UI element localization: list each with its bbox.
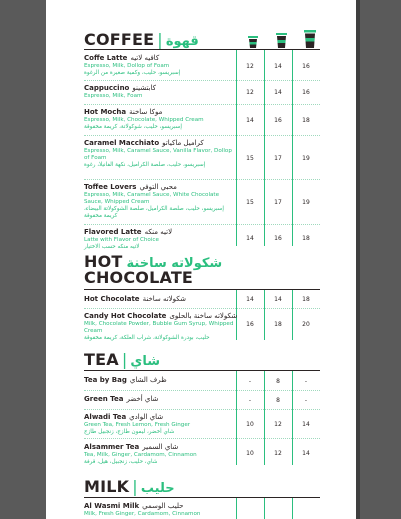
price-small: 12 — [246, 89, 254, 96]
column-line — [292, 498, 293, 519]
price-small: 10 — [246, 450, 254, 457]
price-medium: 16 — [274, 117, 282, 124]
cup-small-icon — [248, 36, 258, 48]
row-separator — [84, 135, 320, 136]
item-name: Green Tea — [84, 395, 124, 403]
item-desc: Latte with Flavor of Choice — [84, 237, 159, 243]
item-name: Alsammer Tea — [84, 443, 140, 451]
milk-section-title — [84, 479, 175, 495]
item-name: Candy Hot Chocolate — [84, 312, 167, 320]
item-name: Al Wasmi Milk — [84, 502, 140, 510]
price-small: 15 — [246, 199, 254, 206]
price-large: 16 — [302, 63, 310, 70]
item-desc-ar: شاي، حليب، زنجبيل، هيل، قرفة — [84, 459, 158, 465]
item-desc: Green Tea, Fresh Lemon, Fresh Ginger — [84, 422, 191, 428]
item-name-ar: لاتيه منكه — [144, 228, 173, 236]
item-name: Cappuccino — [84, 84, 130, 92]
price-large: 20 — [302, 321, 310, 328]
item-name: Coffe Latte — [84, 54, 128, 62]
milk-title-ar: حليب — [140, 481, 175, 496]
menu-item — [84, 108, 234, 131]
item-name: Flavored Latte — [84, 228, 142, 236]
row-separator — [84, 390, 320, 391]
item-desc-ar: حليب، بودرة الشوكولاتة، شراب العلكة، كريمة مخفوقة — [84, 335, 210, 341]
menu-item — [84, 139, 234, 169]
item-name-ar: محبي التوفي — [139, 183, 177, 191]
price-large: 14 — [302, 421, 310, 428]
price-medium: 8 — [276, 378, 280, 385]
menu-item — [84, 295, 234, 304]
item-name: Alwadi Tea — [84, 413, 127, 421]
item-name: Caramel Macchiato — [84, 139, 160, 147]
price-medium: 14 — [274, 63, 282, 70]
menu-item — [84, 228, 234, 251]
price-medium: 12 — [274, 450, 282, 457]
price-small: - — [248, 397, 252, 404]
hot-chocolate-header-rule — [84, 289, 320, 290]
price-large: - — [304, 397, 308, 404]
price-medium: 16 — [274, 235, 282, 242]
price-medium: 14 — [274, 89, 282, 96]
row-separator — [84, 179, 320, 180]
item-name-ar: شاي الوادي — [129, 413, 164, 421]
price-medium: 8 — [276, 397, 280, 404]
coffee-section-title — [84, 32, 199, 48]
column-line — [236, 498, 237, 519]
menu-item — [84, 54, 234, 77]
item-desc-ar: إسبريسو، حليب، صلصة الكراميل، صلصة الشوكولاتة البيضاء، كريمة مخفوقة — [84, 206, 224, 219]
cup-medium-icon — [276, 33, 287, 48]
item-name-ar: شكولاته ساخنة — [142, 295, 187, 303]
price-small: - — [248, 378, 252, 385]
price-medium: 14 — [274, 296, 282, 303]
item-desc: Espresso, Milk, Dollop of Foam — [84, 63, 170, 69]
menu-item — [84, 502, 234, 518]
item-desc-ar: إسبريسو، حليب، شوكولاتة، كريمة مخفوقة — [84, 124, 182, 130]
item-name-ar: ظرف الشاي — [129, 376, 167, 384]
item-desc-ar: إسبريسو، حليب، صلصة الكراميل، نكهة الفانيلا، رغوة — [84, 162, 206, 168]
item-desc-ar: لاتيه منكه حسب الاختيار — [84, 244, 140, 250]
price-large: 18 — [302, 235, 310, 242]
column-line — [264, 498, 265, 519]
page-edge-shadow — [356, 0, 360, 519]
item-name: Toffee Lovers — [84, 183, 137, 191]
item-desc-ar: شاي أخضر، ليمون طازج، زنجبيل طازج — [84, 429, 175, 435]
tea-section-title — [84, 352, 160, 368]
menu-item — [84, 84, 234, 100]
menu-page — [46, 0, 356, 519]
hot-chocolate-title-line2: CHOCOLATE — [84, 268, 194, 287]
price-medium: 17 — [274, 199, 282, 206]
price-large: 18 — [302, 117, 310, 124]
menu-item — [84, 312, 238, 342]
row-separator — [84, 438, 320, 439]
row-separator — [84, 80, 320, 81]
row-separator — [84, 308, 320, 309]
price-medium: 12 — [274, 421, 282, 428]
item-name-ar: موكا ساخنة — [129, 108, 163, 116]
price-small: 15 — [246, 155, 254, 162]
price-large: - — [304, 378, 308, 385]
price-small: 14 — [246, 117, 254, 124]
item-desc: Espresso, Milk, Chocolate, Whipped Cream — [84, 117, 204, 123]
milk-header-rule — [84, 497, 320, 498]
milk-title-en: MILK — [84, 477, 130, 496]
price-small: 10 — [246, 421, 254, 428]
item-name-ar: كافيه لاتيه — [130, 54, 160, 62]
item-desc: Tea, Milk, Ginger, Cardamom, Cinnamon — [84, 452, 197, 458]
item-desc-ar: إسبريسو، حليب، وكمية صغيرة من الرغوة — [84, 70, 181, 76]
item-desc: Espresso, Milk, Caramel Sauce, White Chocolate Sauce, Whipped Cream — [84, 192, 220, 205]
coffee-header-rule — [84, 49, 320, 50]
hot-chocolate-title-line1: HOT — [84, 252, 123, 271]
price-small: 14 — [246, 296, 254, 303]
menu-item — [84, 376, 234, 385]
price-large: 14 — [302, 450, 310, 457]
item-name: Hot Mocha — [84, 108, 127, 116]
title-divider: | — [132, 477, 138, 496]
hot-chocolate-title-line2-wrap — [84, 270, 193, 286]
item-name-ar: كراميل ماكياتو — [162, 139, 204, 147]
item-name-ar: حليب الوسمي — [142, 502, 184, 510]
row-separator — [84, 409, 320, 410]
price-large: 19 — [302, 155, 310, 162]
price-medium: 17 — [274, 155, 282, 162]
coffee-title-ar: قهوة — [165, 34, 199, 49]
row-separator — [84, 104, 320, 105]
item-desc: Milk, Fresh Ginger, Cardamom, Cinnamon — [84, 511, 201, 517]
price-medium: 18 — [274, 321, 282, 328]
tea-title-ar: شاي — [130, 354, 161, 369]
item-name: Hot Chocolate — [84, 295, 140, 303]
price-large: 19 — [302, 199, 310, 206]
item-desc: Espresso, Milk, Foam — [84, 93, 143, 99]
price-small: 12 — [246, 63, 254, 70]
menu-item — [84, 443, 234, 466]
hot-chocolate-title-ar: شكولاته ساخنة — [126, 256, 223, 271]
item-name-ar: شكولاته ساخنة بالحلوى — [169, 312, 238, 320]
coffee-title-en: COFFEE — [84, 30, 155, 49]
tea-header-rule — [84, 370, 320, 371]
item-name-ar: شاي أخضر — [126, 395, 159, 403]
menu-item — [84, 395, 234, 404]
price-large: 16 — [302, 89, 310, 96]
menu-item — [84, 183, 234, 220]
row-separator — [84, 224, 320, 225]
menu-item — [84, 413, 234, 436]
cup-large-icon — [304, 30, 316, 48]
title-divider: | — [121, 350, 128, 369]
price-large: 18 — [302, 296, 310, 303]
item-desc: Milk, Chocolate Powder, Bubble Gum Syrup, Whipped Cream — [84, 321, 234, 334]
item-name-ar: كابتشينو — [132, 84, 156, 92]
tea-title-en: TEA — [84, 350, 119, 369]
price-small: 16 — [246, 321, 254, 328]
title-divider: | — [157, 30, 163, 49]
item-desc: Espresso, Milk, Caramel Sauce, Vanilla Flavor, Dollop of Foam — [84, 148, 232, 161]
item-name: Tea by Bag — [84, 376, 127, 384]
price-small: 14 — [246, 235, 254, 242]
item-name-ar: شاي السمير — [142, 443, 179, 451]
